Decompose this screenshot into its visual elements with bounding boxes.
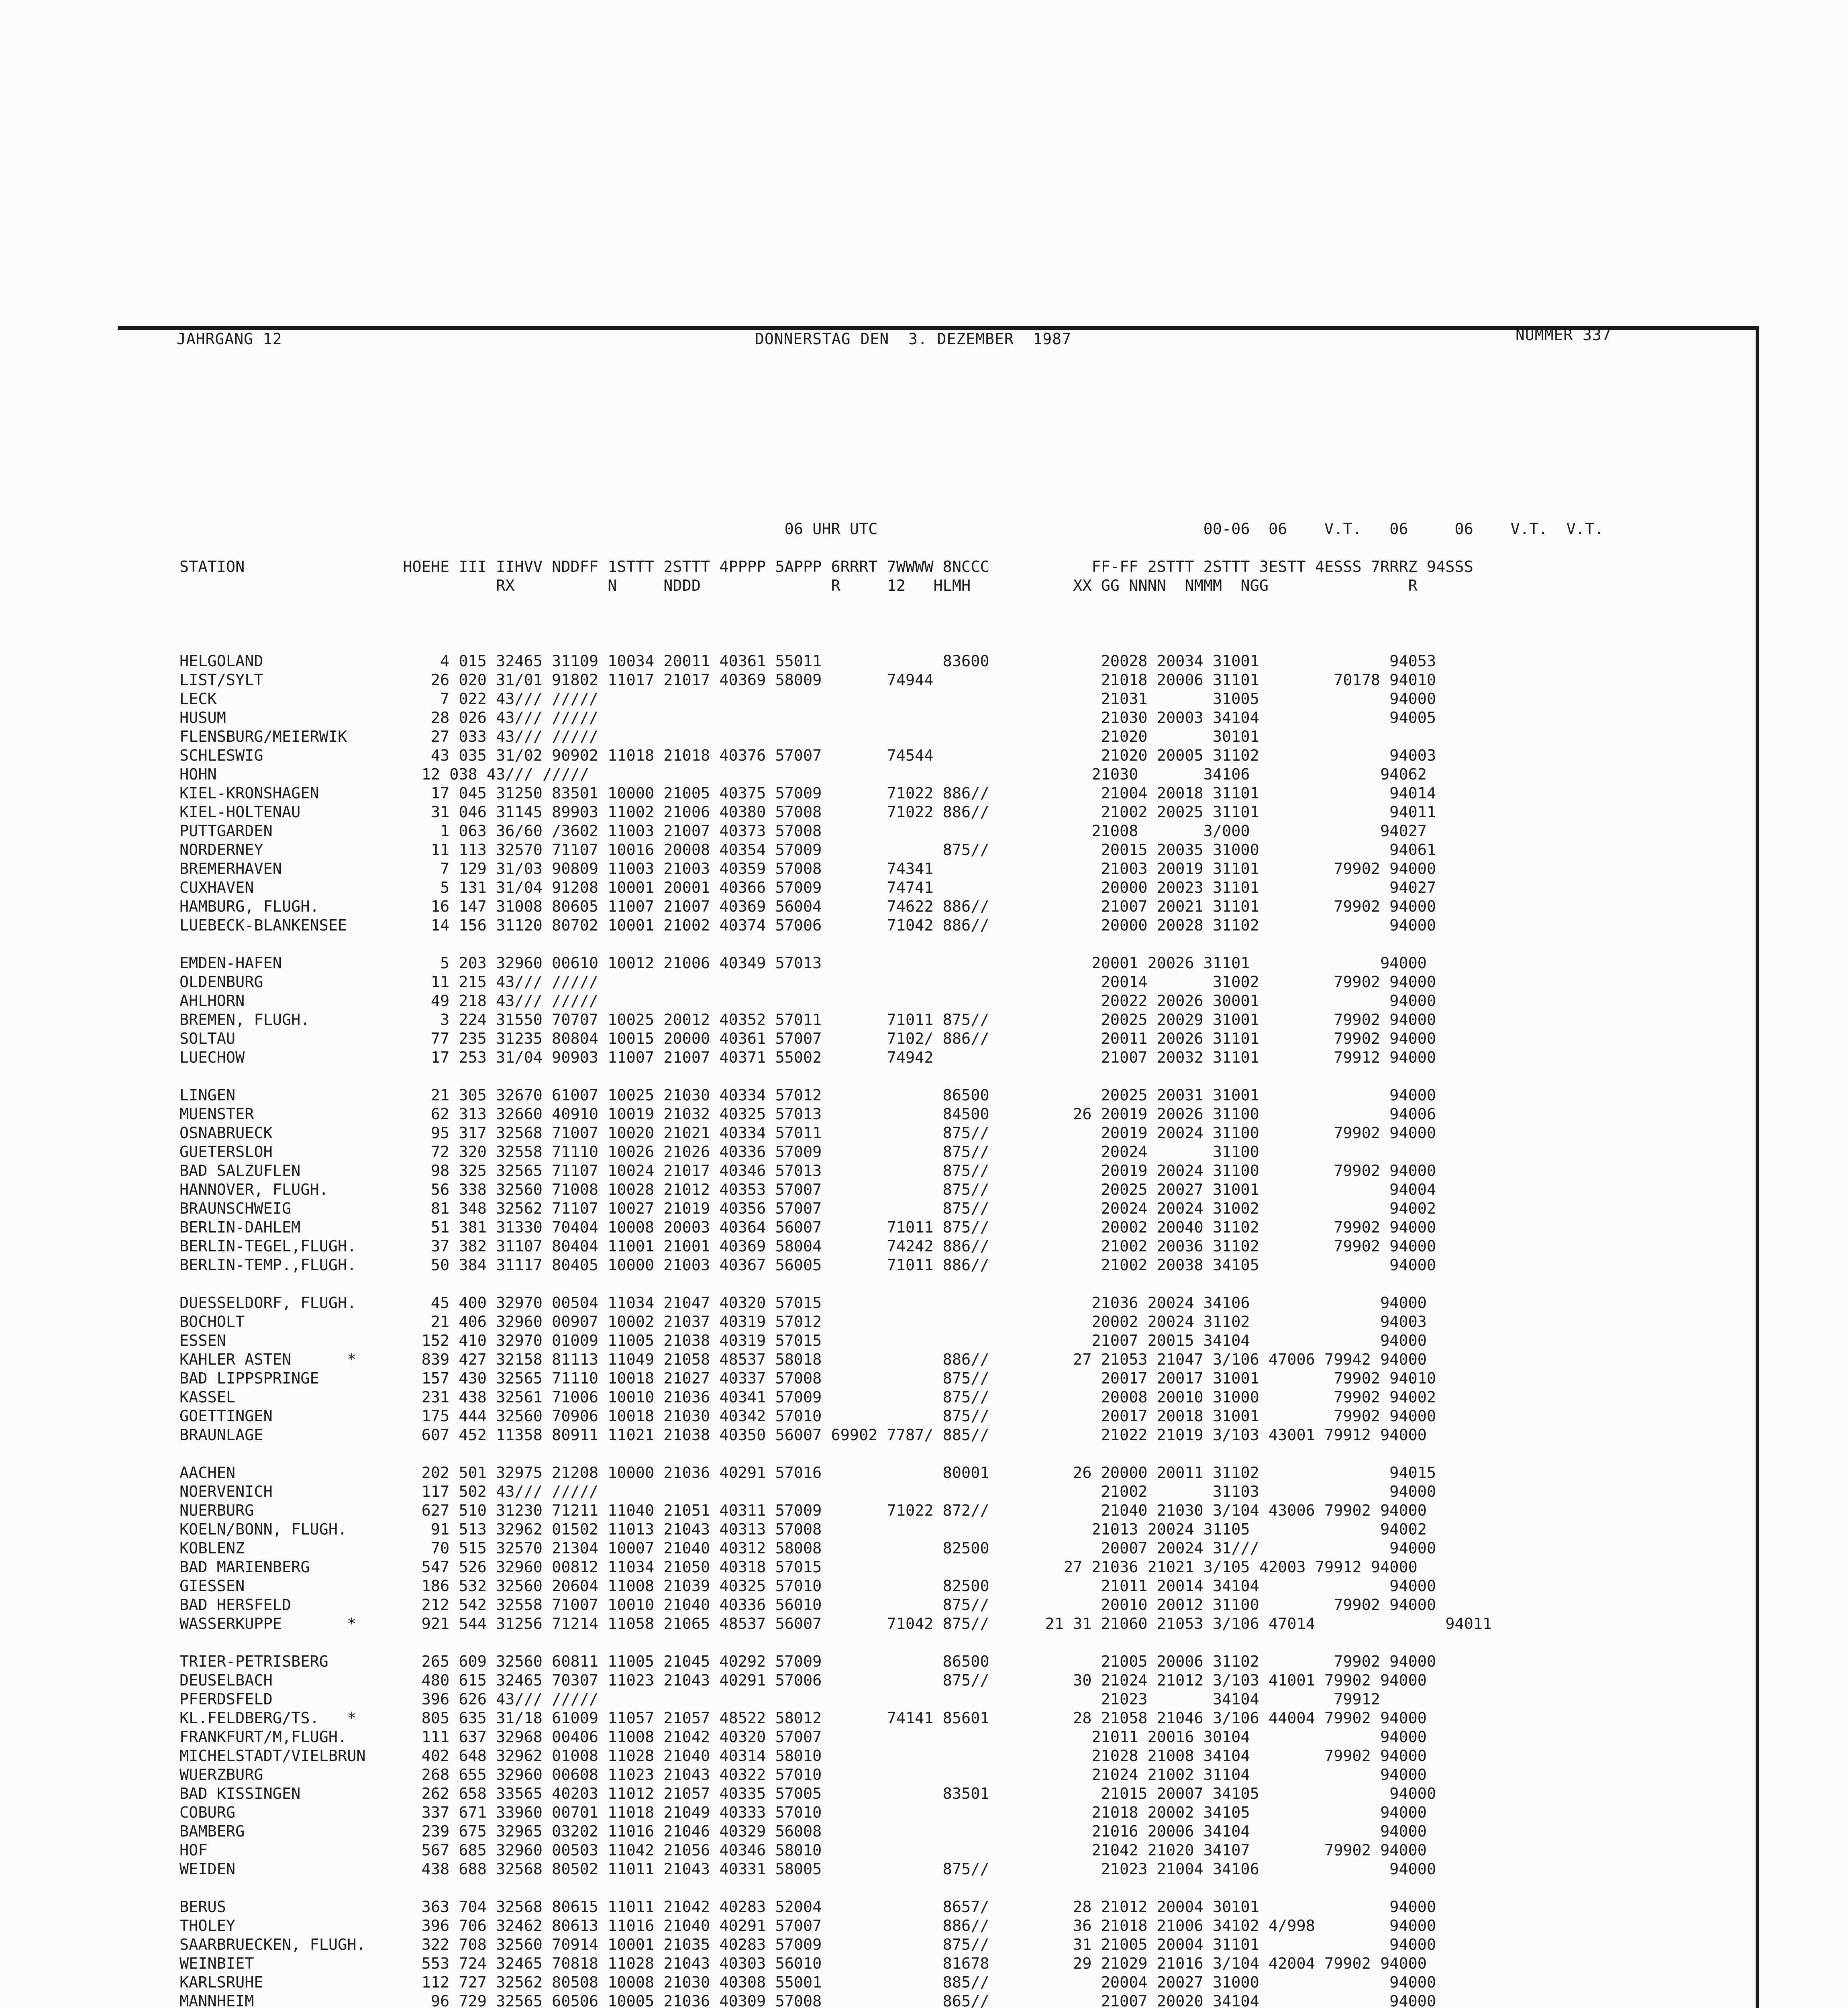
station-row: BREMEN, FLUGH. 3 224 31550 70707 10025 20012 40352 57011 71011 875// 20025 20029 31001 79902 94000 — [179, 1011, 1436, 1029]
station-row: LINGEN 21 305 32670 61007 10025 21030 40334 57012 86500 20025 20031 31001 94000 — [179, 1086, 1436, 1104]
station-row: KOELN/BONN, FLUGH. 91 513 32962 01502 11013 21043 40313 57008 21013 20024 31105 94002 — [179, 1520, 1427, 1539]
station-row: PFERDSFELD 396 626 43/// ///// 21023 34104 79912 — [179, 1690, 1381, 1708]
station-row: HOHN 12 038 43/// ///// 21030 34106 94062 — [179, 765, 1427, 784]
header-row: 06 UHR UTC 00-06 06 V.T. 06 06 V.T. V.T. — [179, 520, 1604, 538]
station-row: WEINBIET 553 724 32465 70818 11028 21043 40303 56010 81678 29 21029 21016 3/104 42004 79902 94000 — [179, 1955, 1427, 1973]
station-row: GIESSEN 186 532 32560 20604 11008 21039 40325 57010 82500 21011 20014 34104 94000 — [179, 1577, 1436, 1595]
station-row: BAD MARIENBERG 547 526 32960 00812 11034 21050 40318 57015 27 21036 21021 3/105 42003 79912 94000 — [179, 1558, 1418, 1576]
station-row: LUECHOW 17 253 31/04 90903 11007 21007 40371 55002 74942 21007 20032 31101 79912 94000 — [179, 1049, 1436, 1067]
station-row: MUENSTER 62 313 32660 40910 10019 21032 40325 57013 84500 26 20019 20026 31100 94006 — [179, 1105, 1436, 1123]
station-row: BAMBERG 239 675 32965 03202 11016 21046 40329 56008 21016 20006 34104 94000 — [179, 1822, 1427, 1841]
station-row: AHLHORN 49 218 43/// ///// 20022 20026 30001 94000 — [179, 992, 1436, 1010]
station-row: BREMERHAVEN 7 129 31/03 90809 11003 21003 40359 57008 74341 21003 20019 31101 79902 94000 — [179, 860, 1436, 878]
station-row: FLENSBURG/MEIERWIK 27 033 43/// ///// 21020 30101 — [179, 728, 1259, 746]
station-row: WASSERKUPPE * 921 544 31256 71214 11058 21065 48537 56007 71042 875// 21 31 21060 21053 3/106 47014 94011 — [179, 1615, 1492, 1633]
station-row: BAD LIPPSPRINGE 157 430 32565 71110 10018 21027 40337 57008 875// 20017 20017 31001 79902 94010 — [179, 1369, 1436, 1388]
station-row: KL.FELDBERG/TS. * 805 635 31/18 61009 11057 21057 48522 58012 74141 85601 28 21058 21046 3/106 44004 79902 94000 — [179, 1709, 1427, 1727]
station-row: ESSEN 152 410 32970 01009 11005 21038 40319 57015 21007 20015 34104 94000 — [179, 1332, 1427, 1350]
station-row: LECK 7 022 43/// ///// 21031 31005 94000 — [179, 690, 1436, 708]
station-row: FRANKFURT/M,FLUGH. 111 637 32968 00406 11008 21042 40320 57007 21011 20016 30104 94000 — [179, 1728, 1427, 1746]
report-date: DONNERSTAG DEN 3. DEZEMBER 1987 — [755, 330, 1071, 348]
station-row: OSNABRUECK 95 317 32568 71007 10020 21021 40334 57011 875// 20019 20024 31100 79902 94000 — [179, 1124, 1436, 1142]
station-row: BAD HERSFELD 212 542 32558 71007 10010 21040 40336 56010 875// 20010 20012 31100 79902 94000 — [179, 1596, 1436, 1614]
station-row: BRAUNLAGE 607 452 11358 80911 11021 21038 40350 56007 69902 7787/ 885// 21022 21019 3/103 43001 79912 94000 — [179, 1426, 1427, 1444]
spacer-row — [179, 1633, 1603, 1652]
station-row: CUXHAVEN 5 131 31/04 91208 10001 20001 40366 57009 74741 20000 20023 31101 94027 — [179, 879, 1436, 897]
station-row: WUERZBURG 268 655 32960 00608 11023 21043 40322 57010 21024 21002 31104 94000 — [179, 1766, 1427, 1784]
station-row: KOBLENZ 70 515 32570 21304 10007 21040 40312 58008 82500 20007 20024 31/// 94000 — [179, 1539, 1436, 1557]
spacer-row — [179, 1879, 1603, 1898]
station-row: HELGOLAND 4 015 32465 31109 10034 20011 40361 55011 83600 20028 20034 31001 94053 — [179, 652, 1436, 670]
station-row: SAARBRUECKEN, FLUGH. 322 708 32560 70914 10001 21035 40283 57009 875// 31 21005 20004 31101 94000 — [179, 1936, 1436, 1954]
station-row: GOETTINGEN 175 444 32560 70906 10018 21030 40342 57010 875// 20017 20018 31001 79902 94000 — [179, 1407, 1436, 1425]
station-row: GUETERSLOH 72 320 32558 71110 10026 21026 40336 57009 875// 20024 31100 — [179, 1143, 1259, 1161]
station-row: BERLIN-TEMP.,FLUGH. 50 384 31117 80405 10000 21003 40367 56005 71011 886// 21002 20038 34105 94000 — [179, 1256, 1436, 1274]
spacer-row — [179, 1067, 1603, 1086]
station-row: WEIDEN 438 688 32568 80502 11011 21043 40331 58005 875// 21023 21004 34106 94000 — [179, 1860, 1436, 1878]
station-row: KARLSRUHE 112 727 32562 80508 10008 21030 40308 55001 885// 20004 20027 31000 94000 — [179, 1973, 1436, 1992]
spacer-row — [179, 633, 1603, 652]
station-row: BERLIN-DAHLEM 51 381 31330 70404 10008 20003 40364 56007 71011 875// 20002 20040 31102 79902 94000 — [179, 1218, 1436, 1237]
station-row: DEUSELBACH 480 615 32465 70307 11023 21043 40291 57006 875// 30 21024 21012 3/103 41001 79902 94000 — [179, 1671, 1427, 1690]
volume-label: JAHRGANG 12 — [177, 330, 282, 348]
issue-number: NUMMER 337 — [1516, 326, 1611, 344]
station-row: BAD SALZUFLEN 98 325 32565 71107 10024 21017 40346 57013 875// 20019 20024 31100 79902 94000 — [179, 1162, 1436, 1180]
station-row: MANNHEIM 96 729 32565 60506 10005 21036 40309 57008 865// 21007 20020 34104 94000 — [179, 1992, 1436, 2008]
station-row: BOCHOLT 21 406 32960 00907 10002 21037 40319 57012 20002 20024 31102 94003 — [179, 1313, 1427, 1331]
station-row: AACHEN 202 501 32975 21208 10000 21036 40291 57016 80001 26 20000 20011 31102 94015 — [179, 1464, 1436, 1482]
station-row: NORDERNEY 11 113 32570 71107 10016 20008 40354 57009 875// 20015 20035 31000 94061 — [179, 841, 1436, 859]
station-row: HAMBURG, FLUGH. 16 147 31008 80605 11007 21007 40369 56004 74622 886// 21007 20021 31101 79902 94000 — [179, 898, 1436, 916]
spacer-row — [179, 539, 1603, 557]
station-row: EMDEN-HAFEN 5 203 32960 00610 10012 21006 40349 57013 20001 20026 31101 94000 — [179, 954, 1427, 972]
station-row: KAHLER ASTEN * 839 427 32158 81113 11049 21058 48537 58018 886// 27 21053 21047 3/106 47006 79942 94000 — [179, 1351, 1427, 1369]
station-row: DUESSELDORF, FLUGH. 45 400 32970 00504 11034 21047 40320 57015 21036 20024 34106 94000 — [179, 1294, 1427, 1312]
station-row: TRIER-PETRISBERG 265 609 32560 60811 11005 21045 40292 57009 86500 21005 20006 31102 79902 94000 — [179, 1653, 1436, 1671]
station-row: SOLTAU 77 235 31235 80804 10015 20000 40361 57007 7102/ 886// 20011 20026 31101 79902 94000 — [179, 1030, 1436, 1048]
station-rows — [179, 633, 1603, 2008]
station-row: KIEL-KRONSHAGEN 17 045 31250 83501 10000 21005 40375 57009 71022 886// 21004 20018 31101 94014 — [179, 784, 1436, 802]
station-row: PUTTGARDEN 1 063 36/60 /3602 11003 21007 40373 57008 21008 3/000 94027 — [179, 822, 1427, 840]
station-row: MICHELSTADT/VIELBRUN 402 648 32962 01008 11028 21040 40314 58010 21028 21008 34104 79902 94000 — [179, 1747, 1427, 1765]
station-row: LIST/SYLT 26 020 31/01 91802 11017 21017 40369 58009 74944 21018 20006 31101 70178 94010 — [179, 671, 1436, 689]
station-row: KASSEL 231 438 32561 71006 10010 21036 40341 57009 875// 20008 20010 31000 79902 94002 — [179, 1388, 1436, 1406]
header-row: STATION HOEHE III IIHVV NDDFF 1STTT 2STTT 4PPPP 5APPP 6RRRT 7WWWW 8NCCC FF-FF 2STTT 2STTT 3ESTT 4ESSS 7RRRZ 94SSS — [179, 558, 1473, 576]
station-row: BERUS 363 704 32568 80615 11011 21042 40283 52004 8657/ 28 21012 20004 30101 94000 — [179, 1898, 1436, 1916]
station-row: BAD KISSINGEN 262 658 33565 40203 11012 21057 40335 57005 83501 21015 20007 34105 94000 — [179, 1785, 1436, 1803]
station-row: BRAUNSCHWEIG 81 348 32562 71107 10027 21019 40356 57007 875// 20024 20024 31002 94002 — [179, 1200, 1436, 1218]
spacer-row — [179, 1275, 1603, 1294]
synop-table — [179, 482, 1603, 2008]
station-row: OLDENBURG 11 215 43/// ///// 20014 31002 79902 94000 — [179, 973, 1436, 991]
header-row: RX N NDDD R 12 HLMH XX GG NNNN NMMM NGG R — [179, 577, 1418, 595]
station-row: COBURG 337 671 33960 00701 11018 21049 40333 57010 21018 20002 34105 94000 — [179, 1804, 1427, 1822]
station-row: NOERVENICH 117 502 43/// ///// 21002 31103 94000 — [179, 1483, 1436, 1501]
station-row: THOLEY 396 706 32462 80613 11016 21040 40291 57007 886// 36 21018 21006 34102 4/998 94000 — [179, 1917, 1436, 1935]
station-row: NUERBURG 627 510 31230 71211 11040 21051 40311 57009 71022 872// 21040 21030 3/104 43006 79902 94000 — [179, 1502, 1427, 1520]
station-row: HOF 567 685 32960 00503 11042 21056 40346 58010 21042 21020 34107 79902 94000 — [179, 1841, 1427, 1859]
spacer-row — [179, 935, 1603, 954]
station-row: HUSUM 28 026 43/// ///// 21030 20003 34104 94005 — [179, 709, 1436, 727]
station-row: KIEL-HOLTENAU 31 046 31145 89903 11002 21006 40380 57008 71022 886// 21002 20025 31101 94011 — [179, 803, 1436, 821]
spacer-row — [179, 1445, 1603, 1463]
station-row: LUEBECK-BLANKENSEE 14 156 31120 80702 10001 21002 40374 57006 71042 886// 20000 20028 31102 94000 — [179, 916, 1436, 935]
station-row: SCHLESWIG 43 035 31/02 90902 11018 21018 40376 57007 74544 21020 20005 31102 94003 — [179, 747, 1436, 765]
column-header — [179, 520, 1603, 595]
station-row: HANNOVER, FLUGH. 56 338 32560 71008 10028 21012 40353 57007 875// 20025 20027 31001 94004 — [179, 1181, 1436, 1199]
station-row: BERLIN-TEGEL,FLUGH. 37 382 31107 80404 11001 21001 40369 58004 74242 886// 21002 20036 31102 79902 94000 — [179, 1237, 1436, 1255]
